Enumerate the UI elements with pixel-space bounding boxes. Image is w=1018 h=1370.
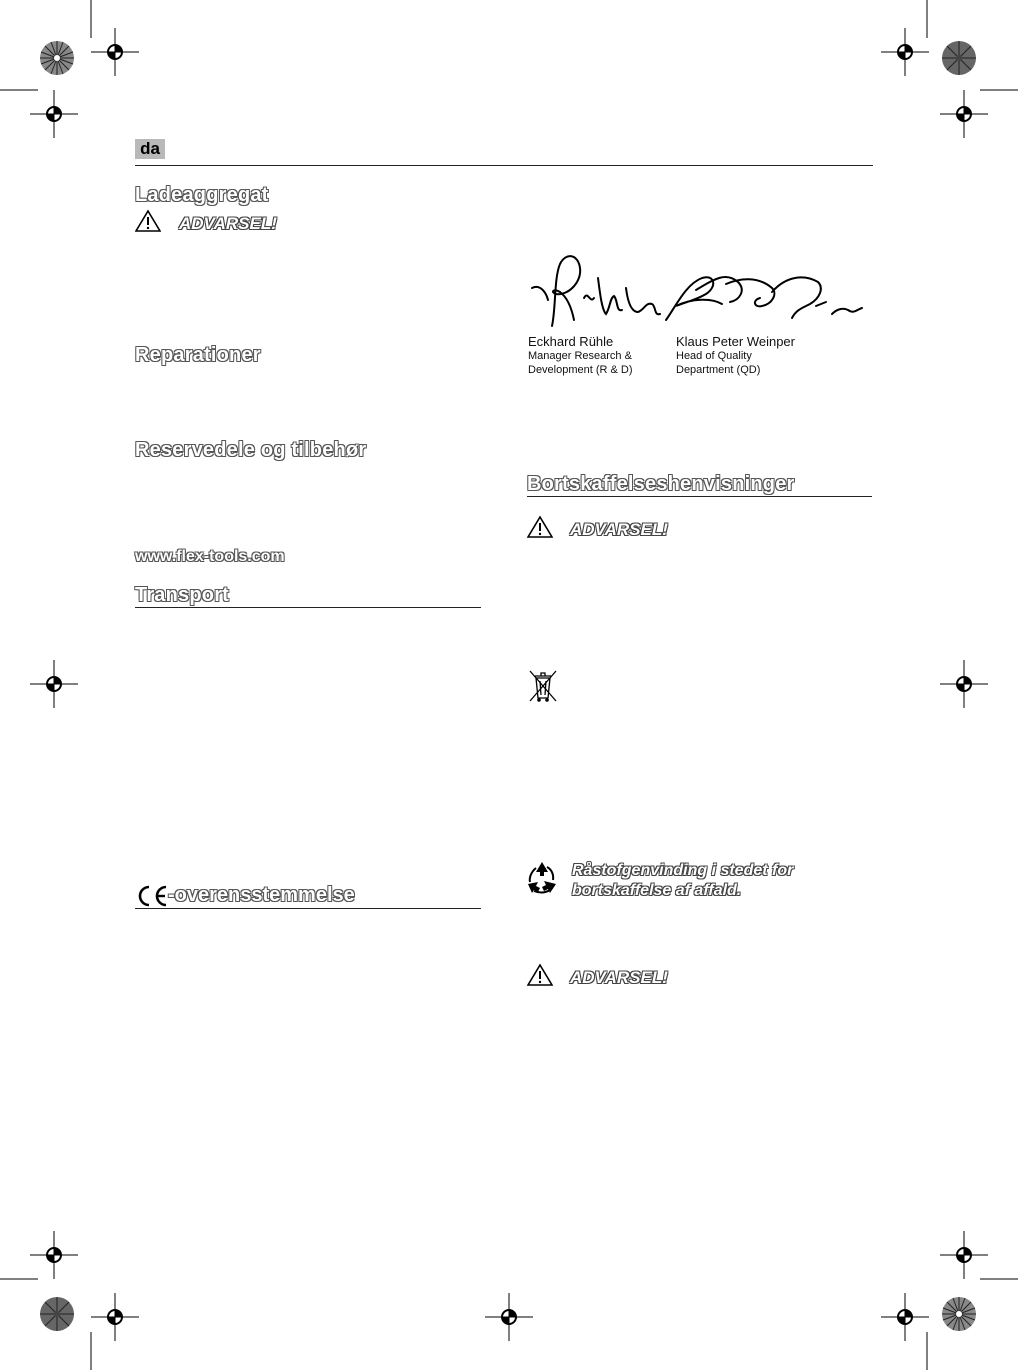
- website-link[interactable]: www.flex-tools.com: [135, 548, 285, 565]
- warning-triangle-icon: [527, 963, 553, 987]
- registration-mark-icon: [30, 90, 78, 138]
- registration-mark-icon: [881, 28, 929, 76]
- signatory-2-role: [676, 349, 760, 377]
- repairs-heading: Reparationer: [135, 344, 261, 366]
- registration-mark-icon: [91, 1293, 139, 1341]
- color-wheel-icon: [941, 40, 977, 76]
- header-rule: [135, 165, 873, 166]
- transport-rule: [135, 607, 481, 608]
- disposal-warning-label-2: ADVARSEL!: [570, 968, 668, 987]
- signatory-1-name: Eckhard Rühle: [528, 334, 614, 349]
- ce-conformity-heading: -overensstemmelse: [168, 884, 355, 906]
- signatory-1-role-line2: Development (R & D): [528, 364, 633, 376]
- disposal-rule: [527, 496, 872, 497]
- language-badge: da: [135, 139, 165, 159]
- color-wheel-icon: [39, 1296, 75, 1332]
- disposal-heading: Bortskaffelseshenvisninger: [527, 473, 795, 495]
- color-wheel-icon: [941, 1296, 977, 1332]
- ce-mark-icon: [135, 884, 169, 908]
- disposal-warning-label-1: ADVARSEL!: [570, 520, 668, 539]
- registration-mark-icon: [940, 1231, 988, 1279]
- registration-mark-icon: [940, 90, 988, 138]
- warning-triangle-icon: [527, 515, 553, 539]
- recycling-icon: [525, 860, 559, 894]
- registration-mark-icon: [30, 1231, 78, 1279]
- recycling-note: [572, 861, 872, 901]
- ce-rule: [135, 908, 481, 909]
- signatory-2-name: Klaus Peter Weinper: [676, 334, 795, 349]
- registration-mark-icon: [881, 1293, 929, 1341]
- registration-mark-icon: [30, 660, 78, 708]
- registration-mark-icon: [485, 1293, 533, 1341]
- signature-image: [526, 248, 866, 332]
- color-wheel-icon: [39, 40, 75, 76]
- registration-mark-icon: [91, 28, 139, 76]
- recycling-note-line2: bortskaffelse af affald.: [572, 882, 742, 899]
- recycling-note-line1: Råstofgenvinding i stedet for: [572, 862, 794, 879]
- signatory-1-role: [528, 349, 633, 377]
- charger-warning-label: ADVARSEL!: [179, 214, 277, 233]
- signatory-2-role-line2: Department (QD): [676, 364, 761, 376]
- signatory-1-role-line1: Manager Research &: [528, 350, 632, 362]
- registration-mark-icon: [940, 660, 988, 708]
- spare-parts-heading: Reservedele og tilbehør: [135, 439, 367, 461]
- warning-triangle-icon: [135, 209, 161, 233]
- signatory-2-role-line1: Head of Quality: [676, 350, 752, 362]
- charger-heading: Ladeaggregat: [135, 184, 269, 206]
- crossed-out-bin-icon: [527, 668, 559, 704]
- transport-heading: Transport: [135, 584, 230, 606]
